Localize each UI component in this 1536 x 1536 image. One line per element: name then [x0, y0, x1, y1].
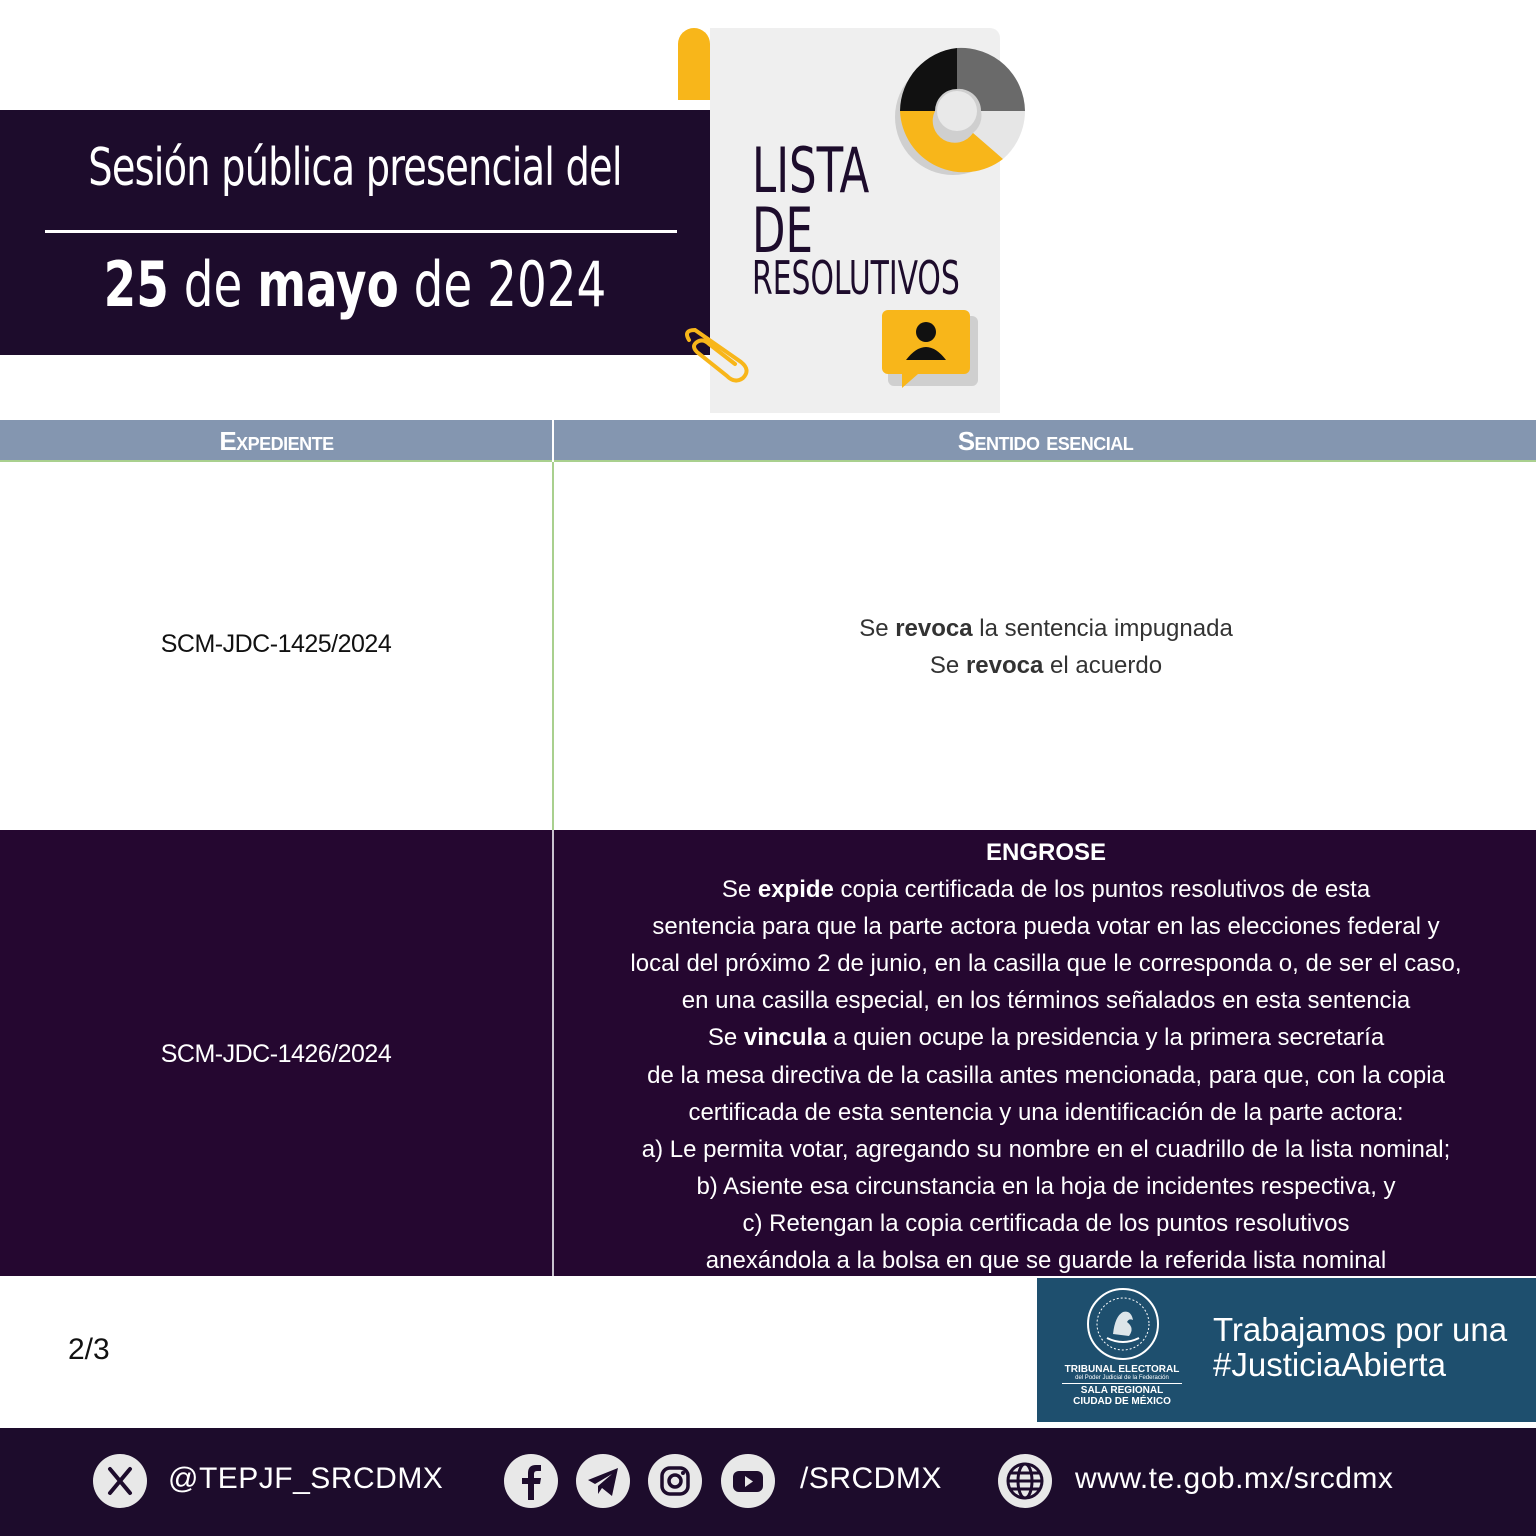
line-text: el acuerdo — [1043, 652, 1163, 679]
line-keyword: revoca — [895, 615, 973, 642]
national-seal-icon — [1085, 1286, 1161, 1362]
x-handle-link[interactable]: @TEPJF_SRCDMX — [168, 1462, 444, 1495]
donut-chart-icon — [885, 45, 1025, 180]
resolution-line: anexándola a la bolsa en que se guarde la referida lista nominal — [705, 1247, 1387, 1275]
heading-text: ENGROSE — [985, 839, 1107, 866]
line-text: la sentencia impugnada — [972, 615, 1233, 642]
facebook-icon[interactable] — [504, 1454, 558, 1508]
date-de: de — [183, 248, 243, 321]
resolution-line: de la mesa directiva de la casilla antes mencionada, para que, con la copia — [647, 1061, 1445, 1089]
session-title: Sesión pública presencial del — [88, 138, 622, 198]
table-row — [0, 830, 1536, 1276]
title-divider — [45, 230, 677, 233]
date-de: de — [413, 248, 473, 321]
line-text: Se — [721, 876, 758, 904]
page-indicator: 2/3 — [68, 1333, 110, 1366]
resolution-line — [556, 647, 1536, 684]
resolution-line: b) Asiente esa circunstancia en la hoja de incidentes respectiva, y — [696, 1172, 1396, 1200]
resolution-line: en una casilla especial, en los términos señalados en esta sentencia — [681, 987, 1411, 1015]
resolution-line — [556, 1019, 1536, 1056]
org-line: TRIBUNAL ELECTORAL — [1064, 1364, 1180, 1375]
tribunal-name — [1062, 1364, 1182, 1407]
resolution-line — [556, 610, 1536, 647]
globe-icon[interactable] — [998, 1454, 1052, 1508]
user-chat-icon — [880, 308, 980, 393]
column-divider — [552, 830, 554, 1276]
table-header — [0, 420, 1536, 462]
column-divider — [552, 462, 554, 830]
badge-line-3: RESOLUTIVOS — [752, 251, 960, 305]
resolution-line: a) Le permita votar, agregando su nombre en el cuadrillo de la lista nominal; — [641, 1135, 1451, 1163]
sentido-cell — [556, 610, 1536, 684]
slogan-line: Trabajamos por una — [1213, 1311, 1508, 1348]
badge-line-1: LISTA — [752, 134, 870, 207]
line-text: Se — [859, 615, 896, 642]
paperclip-icon — [683, 326, 753, 386]
line-text: Se — [707, 1024, 744, 1052]
expediente-cell: SCM-JDC-1425/2024 — [160, 630, 392, 658]
org-line: CIUDAD DE MÉXICO — [1073, 1396, 1171, 1407]
resolution-line: sentencia para que la parte actora pueda votar en las elecciones federal y — [652, 913, 1440, 941]
line-text: a quien ocupe la presidencia y la primera secretaría — [826, 1024, 1385, 1052]
engrose-heading — [556, 834, 1536, 871]
org-line: SALA REGIONAL — [1062, 1383, 1182, 1396]
line-text: Se — [929, 652, 966, 679]
line-keyword: expide — [757, 876, 834, 904]
document-tab-decoration — [678, 28, 710, 100]
org-line: del Poder Judicial de la Federación — [1075, 1375, 1169, 1381]
session-date — [57, 248, 653, 321]
resolution-line — [556, 871, 1536, 908]
resolution-line: local del próximo 2 de junio, en la casilla que le corresponda o, de ser el caso, — [630, 950, 1462, 978]
line-keyword: vincula — [743, 1024, 827, 1052]
youtube-icon[interactable] — [721, 1454, 775, 1508]
instagram-icon[interactable] — [648, 1454, 702, 1508]
line-text: copia certificada de los puntos resolutivos de esta — [833, 876, 1371, 904]
session-title-banner — [0, 110, 710, 355]
website-link[interactable]: www.te.gob.mx/srcdmx — [1075, 1462, 1394, 1495]
line-keyword: revoca — [965, 652, 1044, 679]
slogan — [1213, 1312, 1507, 1382]
sentido-cell — [556, 834, 1536, 1279]
expediente-cell: SCM-JDC-1426/2024 — [160, 1040, 392, 1068]
x-icon[interactable] — [93, 1454, 147, 1508]
column-header-expediente: Expediente — [219, 426, 334, 456]
resolution-line: c) Retengan la copia certificada de los puntos resolutivos — [742, 1209, 1350, 1237]
slogan-hashtag: #JusticiaAbierta — [1213, 1346, 1446, 1383]
srcdmx-handle-link[interactable]: /SRCDMX — [800, 1462, 942, 1495]
column-divider — [552, 420, 554, 462]
badge-line-2: DE — [752, 194, 813, 267]
date-year: 2024 — [487, 248, 607, 321]
resolution-line: certificada de esta sentencia y una identificación de la parte actora: — [688, 1098, 1404, 1126]
telegram-icon[interactable] — [576, 1454, 630, 1508]
date-day: 25 — [103, 248, 169, 321]
table-row — [0, 462, 1536, 830]
date-month: mayo — [257, 248, 399, 321]
column-header-sentido: Sentido esencial — [957, 426, 1134, 456]
